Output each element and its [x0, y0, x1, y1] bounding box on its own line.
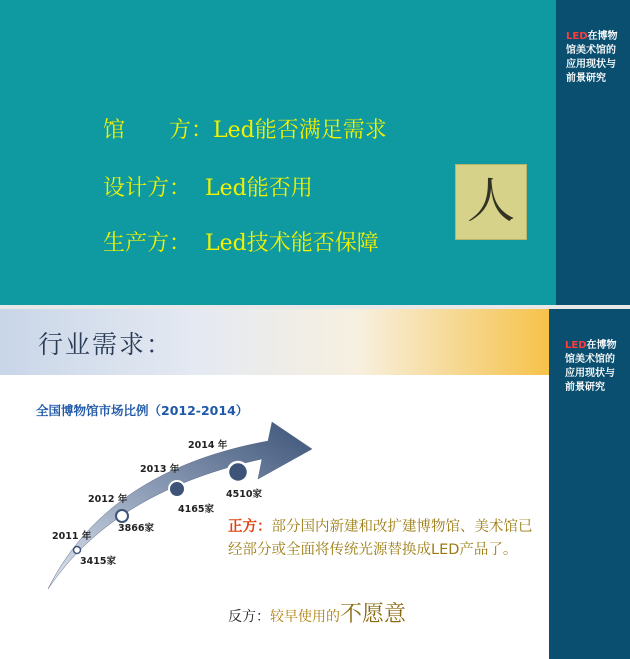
slide-1-sidebar: [556, 0, 630, 305]
line-producer-side: [103, 226, 379, 257]
count-label-2011: 3415家: [80, 556, 116, 567]
slide-2-sidebar: [549, 309, 630, 659]
person-character-box: [455, 164, 527, 240]
con-argument: [228, 597, 406, 628]
sidebar-led-2: LED: [565, 340, 587, 351]
sidebar-text-2: 在博物馆美术馆的应用现状与前景研究: [565, 340, 617, 393]
producer-label: 生产方：: [103, 231, 192, 256]
point-2013: [169, 481, 185, 497]
point-2014: [228, 462, 248, 482]
year-label-2012: 2012 年: [88, 494, 128, 505]
year-label-2013: 2013 年: [140, 464, 180, 475]
sidebar-led: LED: [566, 31, 588, 42]
year-label-2014: 2014 年: [188, 440, 228, 451]
sidebar-text: 在博物馆美术馆的应用现状与前景研究: [566, 31, 618, 84]
chart-title: 全国博物馆市场比例（2012-2014）: [36, 403, 249, 418]
pro-argument: [228, 516, 538, 562]
slide-2: [0, 309, 630, 659]
designer-value: Led能否用: [205, 176, 313, 201]
pro-text: 部分国内新建和改扩建博物馆、美术馆已经部分或全面将传统光源替换成LED产品了。: [228, 519, 533, 558]
producer-value: Led技术能否保障: [205, 231, 379, 256]
sidebar-title: [566, 30, 622, 86]
museum-label-b: 方：: [169, 118, 214, 143]
year-label-2011: 2011 年: [52, 531, 92, 542]
slide-1-main: [0, 0, 556, 305]
count-label-2012: 3866家: [118, 523, 154, 534]
person-character: 人: [466, 173, 515, 229]
museum-value: Led能否满足需求: [213, 118, 387, 143]
museum-label-a: 馆: [103, 118, 126, 143]
slide-1: [0, 0, 630, 305]
pro-tag: 正方：: [228, 519, 272, 535]
sidebar-title-2: [565, 339, 621, 395]
con-tag: 反方：: [228, 609, 270, 625]
con-emphasis-text: 不愿意: [340, 602, 407, 627]
line-museum-side: [103, 113, 387, 144]
count-label-2014: 4510家: [226, 489, 262, 500]
con-small-text: 较早使用的: [270, 609, 340, 625]
line-designer-side: [103, 171, 313, 202]
slide-2-title: 行业需求：: [38, 330, 174, 359]
count-label-2013: 4165家: [178, 504, 214, 515]
designer-label: 设计方：: [103, 176, 192, 201]
